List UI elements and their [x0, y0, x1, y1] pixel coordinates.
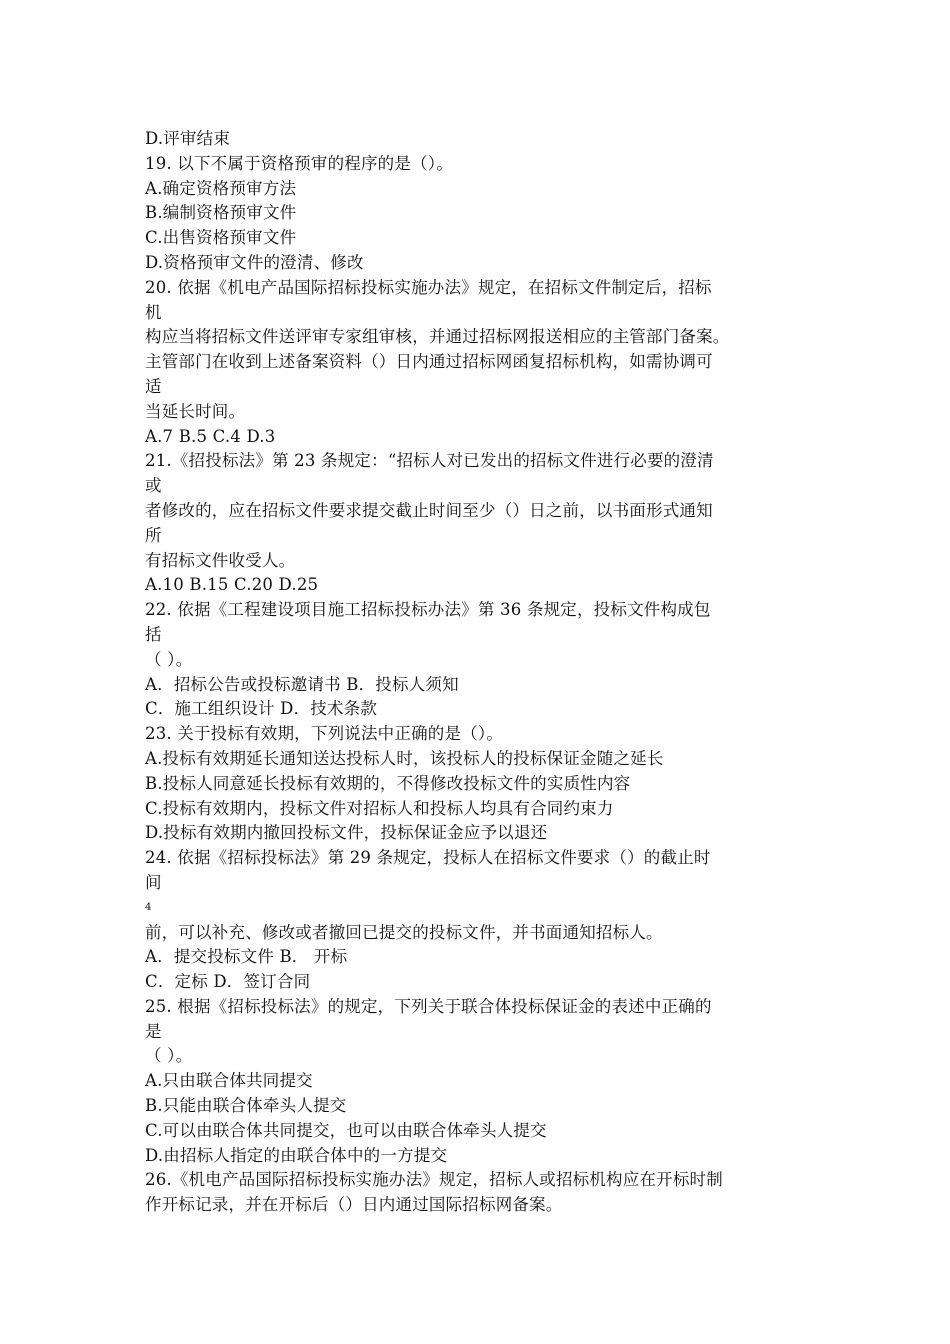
text-line: 作开标记录，并在开标后（）日内通过国际招标网备案。: [145, 1195, 563, 1215]
question-22: 22. 依据《工程建设项目施工招标投标办法》第 36 条规定，投标文件构成包: [145, 600, 711, 620]
text-line: 有招标文件收受人。: [145, 550, 296, 570]
text-line: A.7 B.5 C.4 D.3: [145, 426, 276, 446]
text-line: 或: [145, 476, 162, 496]
text-line: B.只能由联合体牵头人提交: [145, 1096, 347, 1116]
text-line: A．提交投标文件 B． 开标: [145, 947, 348, 967]
question-20: 20. 依据《机电产品国际招标投标实施办法》规定，在招标文件制定后，招标: [145, 277, 712, 297]
text-line: A.只由联合体共同提交: [145, 1071, 313, 1091]
text-line: A．招标公告或投标邀请书 B．投标人须知: [145, 674, 459, 694]
text-line: 前，可以补充、修改或者撤回已提交的投标文件，并书面通知招标人。: [145, 922, 663, 942]
text-line: A.确定资格预审方法: [145, 178, 297, 198]
text-line: A.投标有效期延长通知送达投标人时，该投标人的投标保证金随之延长: [145, 748, 664, 768]
text-line: 当延长时间。: [145, 401, 246, 421]
text-line: C．施工组织设计 D．技术条款: [145, 699, 378, 719]
text-line: 构应当将招标文件送评审专家组审核，并通过招标网报送相应的主管部门备案。: [145, 327, 730, 347]
question-19: 19. 以下不属于资格预审的程序的是（）。: [145, 153, 453, 173]
question-26: 26.《机电产品国际招标投标实施办法》规定，招标人或招标机构应在开标时制: [145, 1170, 723, 1190]
page-number: 4: [145, 901, 152, 913]
text-line: 机: [145, 302, 162, 322]
text-line: 者修改的，应在招标文件要求提交截止时间至少（）日之前，以书面形式通知: [145, 500, 713, 520]
text-line: 括: [145, 624, 162, 644]
text-line: B.投标人同意延长投标有效期的，不得修改投标文件的实质性内容: [145, 773, 631, 793]
text-line: C．定标 D．签订合同: [145, 972, 311, 992]
text-line: 所: [145, 525, 162, 545]
text-line: 主管部门在收到上述备案资料（）日内通过招标网函复招标机构，如需协调可: [145, 352, 713, 372]
text-line: D.资格预审文件的澄清、修改: [145, 252, 364, 272]
question-25: 25. 根据《招标投标法》的规定，下列关于联合体投标保证金的表述中正确的: [145, 996, 712, 1016]
question-21: 21.《招投标法》第 23 条规定：“招标人对已发出的招标文件进行必要的澄清: [145, 451, 714, 471]
text-line: C.出售资格预审文件: [145, 228, 297, 248]
text-line: 是: [145, 1021, 162, 1041]
text-line: D.评审结束: [145, 129, 231, 148]
text-line: D.投标有效期内撤回投标文件，投标保证金应予以退还: [145, 823, 548, 843]
question-23: 23. 关于投标有效期，下列说法中正确的是（）。: [145, 724, 504, 744]
text-line: A.10 B.15 C.20 D.25: [145, 575, 319, 595]
document-body: [145, 127, 825, 1218]
text-line: C.可以由联合体共同提交，也可以由联合体牵头人提交: [145, 1120, 547, 1140]
text-line: C.投标有效期内，投标文件对招标人和投标人均具有合同约束力: [145, 798, 614, 818]
text-line: （ ）。: [145, 649, 193, 669]
text-line: （ ）。: [145, 1046, 193, 1066]
question-24: 24. 依据《招标投标法》第 29 条规定，投标人在招标文件要求（）的截止时: [145, 848, 711, 868]
text-line: 间: [145, 872, 162, 892]
text-line: 适: [145, 376, 162, 396]
text-line: B.编制资格预审文件: [145, 203, 297, 223]
text-line: D.由招标人指定的由联合体中的一方提交: [145, 1145, 448, 1165]
